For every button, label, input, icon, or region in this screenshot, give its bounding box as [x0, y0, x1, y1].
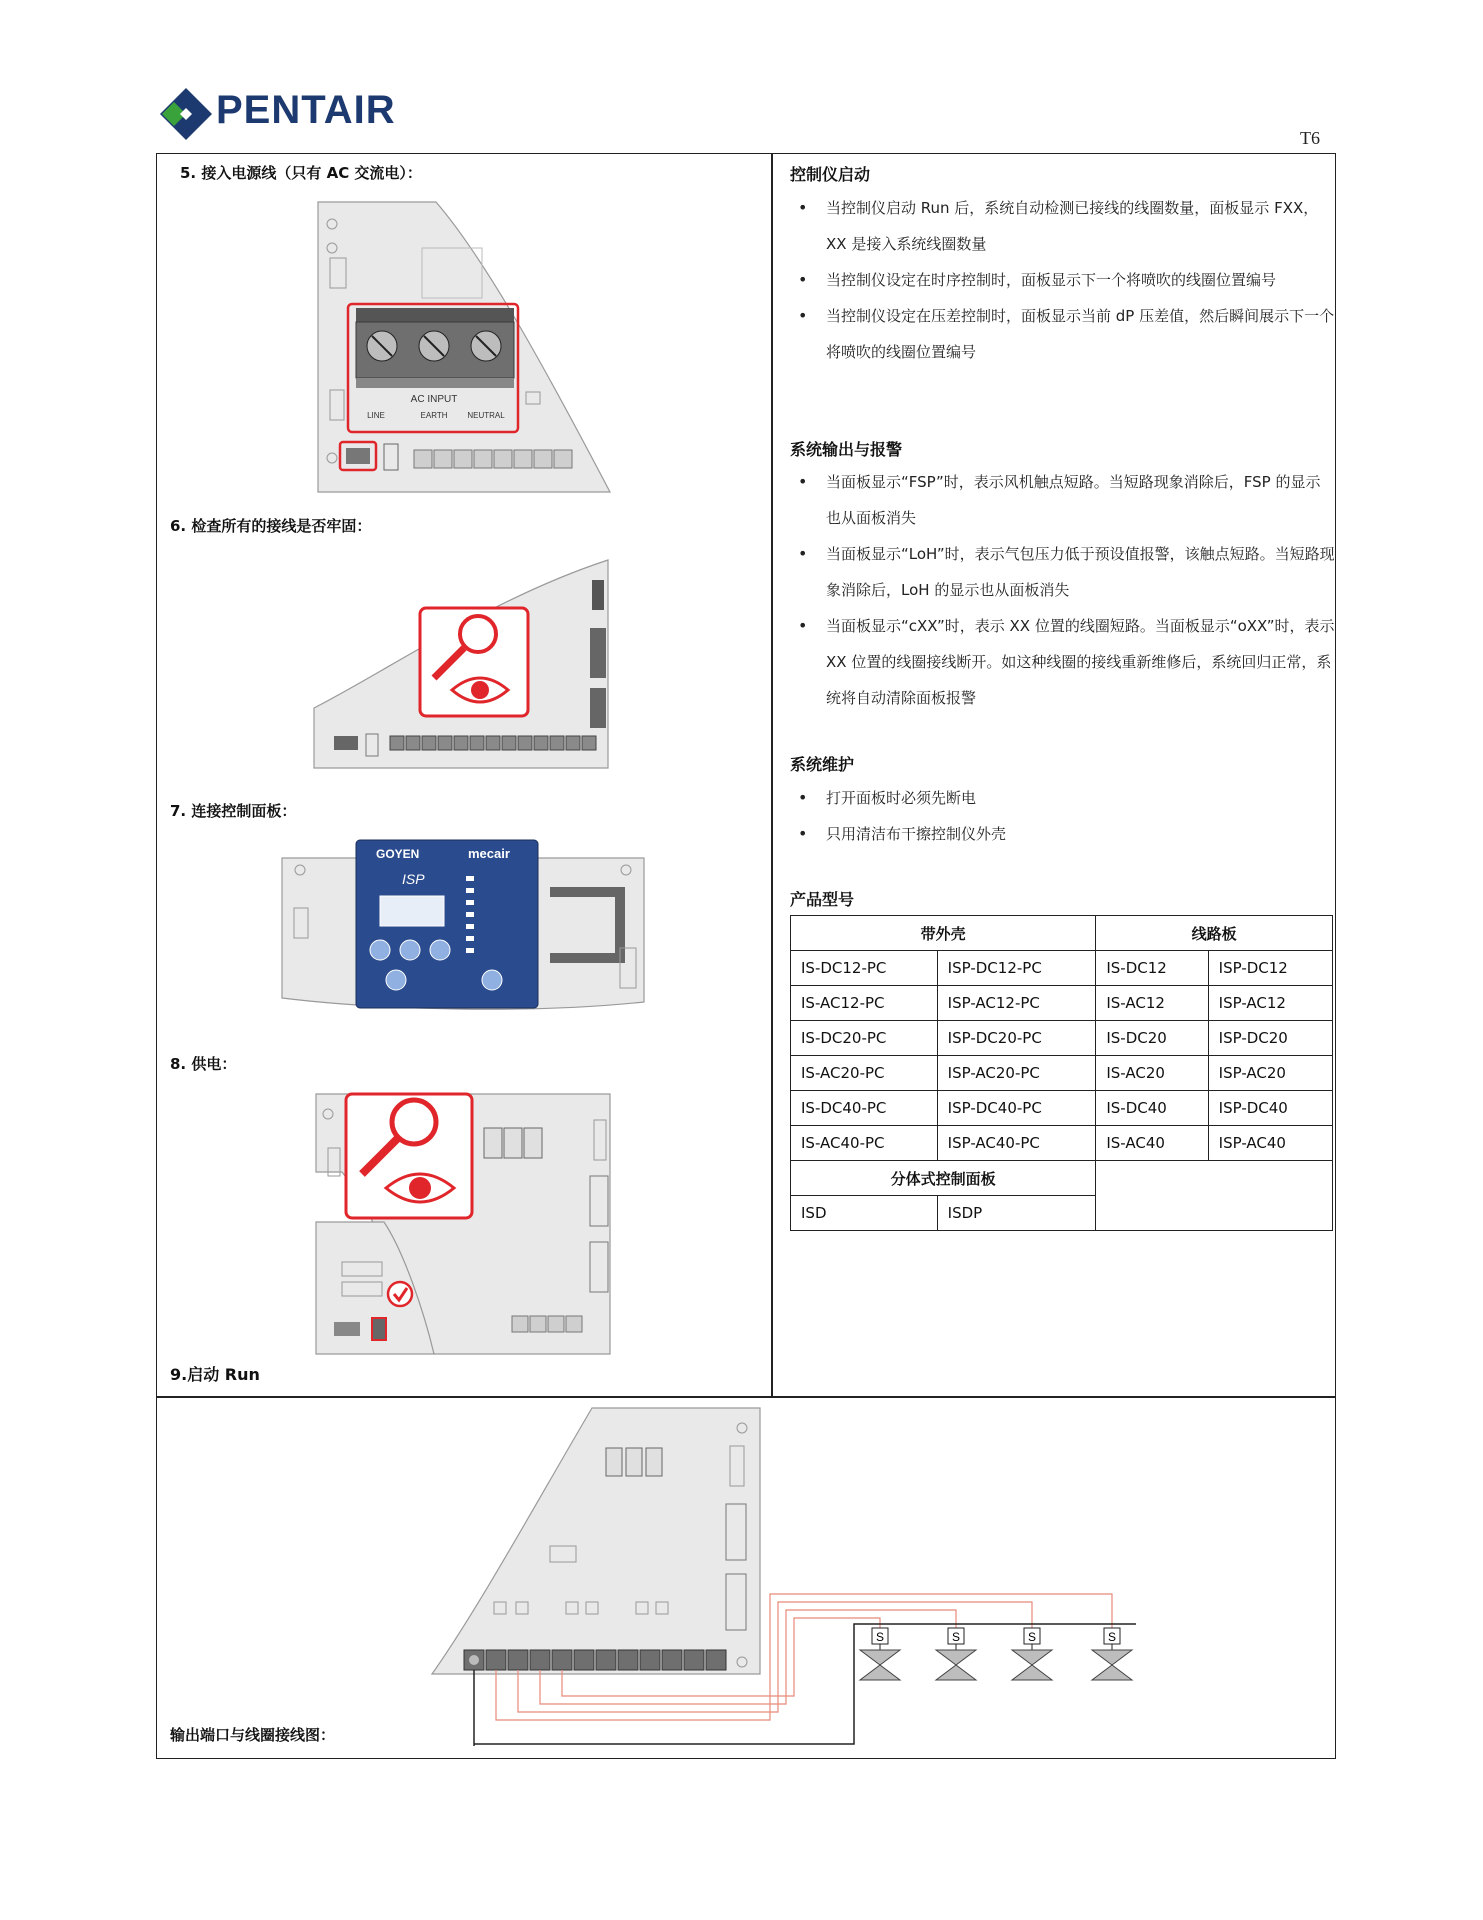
panel-model: ISP — [402, 871, 425, 887]
table-row — [791, 1021, 1333, 1056]
alarms-title: 系统输出与报警 — [790, 440, 903, 459]
ac-input-board-drawing — [316, 200, 612, 496]
inspect-magnifier-eye-icon — [420, 608, 528, 716]
solenoid-valve-icon — [1092, 1628, 1132, 1680]
model-cell: ISP-DC12-PC — [937, 951, 1096, 986]
model-cell: IS-DC40 — [1096, 1091, 1208, 1126]
table-row — [791, 1091, 1333, 1126]
model-cell: IS-DC40-PC — [791, 1091, 938, 1126]
alarm-item: • 当面板显示“cXX”时，表示 XX 位置的线圈短路。当面板显示“oXX”时，表示 XX 位置的线圈接线断开。如这种线圈的接线重新维修后，系统回归正常，系统将自动清除面板报警 — [790, 608, 1335, 716]
solenoid-label: S — [1027, 1630, 1037, 1644]
alarms-list — [790, 464, 1335, 716]
split-panel-header: 分体式控制面板 — [791, 1161, 1096, 1196]
model-cell: IS-DC20 — [1096, 1021, 1208, 1056]
model-cell: IS-DC12 — [1096, 951, 1208, 986]
power-supply-board-drawing — [314, 1092, 614, 1356]
table-row — [791, 986, 1333, 1021]
model-cell: IS-AC12 — [1096, 986, 1208, 1021]
solenoid-valve-icon — [936, 1628, 976, 1680]
wiring-diagram-label: 输出端口与线圈接线图： — [170, 1726, 336, 1744]
check-icon — [388, 1282, 412, 1306]
model-cell: ISP-DC12 — [1208, 951, 1332, 986]
step-5-label: 5. 接入电源线（只有 AC 交流电）： — [180, 164, 422, 182]
ac-input-title: AC INPUT — [410, 394, 458, 405]
solenoid-valve-icon — [1012, 1628, 1052, 1680]
product-model-table — [790, 915, 1333, 1231]
header-board: 线路板 — [1096, 916, 1333, 951]
model-cell: ISP-DC20 — [1208, 1021, 1332, 1056]
empty-cell — [1096, 1161, 1333, 1231]
page-number: T6 — [1300, 128, 1320, 148]
model-cell: ISP-AC40-PC — [937, 1126, 1096, 1161]
isp-panel-faceplate — [356, 840, 538, 1008]
model-cell: IS-AC20-PC — [791, 1056, 938, 1091]
connection-check-board-drawing — [312, 558, 612, 772]
alarm-item: • 当面板显示“LoH”时，表示气包压力低于预设值报警，该触点短路。当短路现象消除后，LoH 的显示也从面板消失 — [790, 536, 1335, 608]
row-divider — [156, 1396, 1336, 1398]
solenoid-label: S — [951, 1630, 961, 1644]
model-cell: ISP-DC40-PC — [937, 1091, 1096, 1126]
maintenance-item: • 只用清洁布干擦控制仪外壳 — [790, 816, 1335, 852]
panel-brand-goyen: GOYEN — [376, 847, 420, 861]
startup-item: • 当控制仪设定在时序控制时，面板显示下一个将喷吹的线圈位置编号 — [790, 262, 1335, 298]
solenoid-valve-icon — [860, 1628, 900, 1680]
ac-label-neutral: NEUTRAL — [467, 411, 505, 420]
model-cell: ISP-AC12-PC — [937, 986, 1096, 1021]
model-cell: IS-AC20 — [1096, 1056, 1208, 1091]
solenoid-label: S — [1107, 1630, 1117, 1644]
model-cell: ISP-AC20 — [1208, 1056, 1332, 1091]
split-model-cell: ISD — [791, 1196, 938, 1231]
alarm-item: • 当面板显示“FSP”时，表示风机触点短路。当短路现象消除后，FSP 的显示也从面板消失 — [790, 464, 1335, 536]
inspect-magnifier-eye-icon-2 — [346, 1094, 472, 1218]
step-7-label: 7. 连接控制面板： — [170, 802, 297, 820]
ac-label-earth: EARTH — [420, 411, 448, 420]
model-cell: ISP-AC12 — [1208, 986, 1332, 1021]
table-row — [791, 951, 1333, 986]
model-cell: ISP-AC40 — [1208, 1126, 1332, 1161]
column-divider — [771, 153, 773, 1397]
step-9-label: 9.启动 Run — [170, 1365, 260, 1384]
panel-brand-mecair: mecair — [468, 846, 510, 861]
model-cell: ISP-DC40 — [1208, 1091, 1332, 1126]
products-title: 产品型号 — [790, 890, 855, 909]
startup-item: • 当控制仪设定在压差控制时，面板显示当前 dP 压差值，然后瞬间展示下一个将喷吹的线圈位置编号 — [790, 298, 1335, 370]
control-panel-drawing — [280, 838, 646, 1018]
maintenance-list — [790, 780, 1335, 852]
ac-label-line: LINE — [367, 411, 385, 420]
model-cell: IS-AC40 — [1096, 1126, 1208, 1161]
startup-title: 控制仪启动 — [790, 165, 871, 184]
pentair-logo — [158, 86, 418, 142]
model-cell: IS-DC20-PC — [791, 1021, 938, 1056]
output-wiring-diagram — [420, 1406, 1180, 1746]
startup-list — [790, 190, 1335, 370]
model-cell: IS-AC40-PC — [791, 1126, 938, 1161]
model-cell: IS-DC12-PC — [791, 951, 938, 986]
maintenance-title: 系统维护 — [790, 755, 855, 774]
table-row — [791, 1126, 1333, 1161]
model-cell: ISP-DC20-PC — [937, 1021, 1096, 1056]
header-housing: 带外壳 — [791, 916, 1096, 951]
pentair-diamond-icon — [158, 86, 214, 142]
step-8-label: 8. 供电： — [170, 1055, 237, 1073]
solenoid-label: S — [875, 1630, 885, 1644]
model-cell: ISP-AC20-PC — [937, 1056, 1096, 1091]
split-model-cell: ISDP — [937, 1196, 1096, 1231]
step-6-label: 6. 检查所有的接线是否牢固： — [170, 517, 372, 535]
table-row — [791, 1056, 1333, 1091]
model-cell: IS-AC12-PC — [791, 986, 938, 1021]
brand-name: PENTAIR — [216, 88, 396, 132]
startup-item: • 当控制仪启动 Run 后，系统自动检测已接线的线圈数量，面板显示 FXX，XX 是接入系统线圈数量 — [790, 190, 1335, 262]
maintenance-item: • 打开面板时必须先断电 — [790, 780, 1335, 816]
